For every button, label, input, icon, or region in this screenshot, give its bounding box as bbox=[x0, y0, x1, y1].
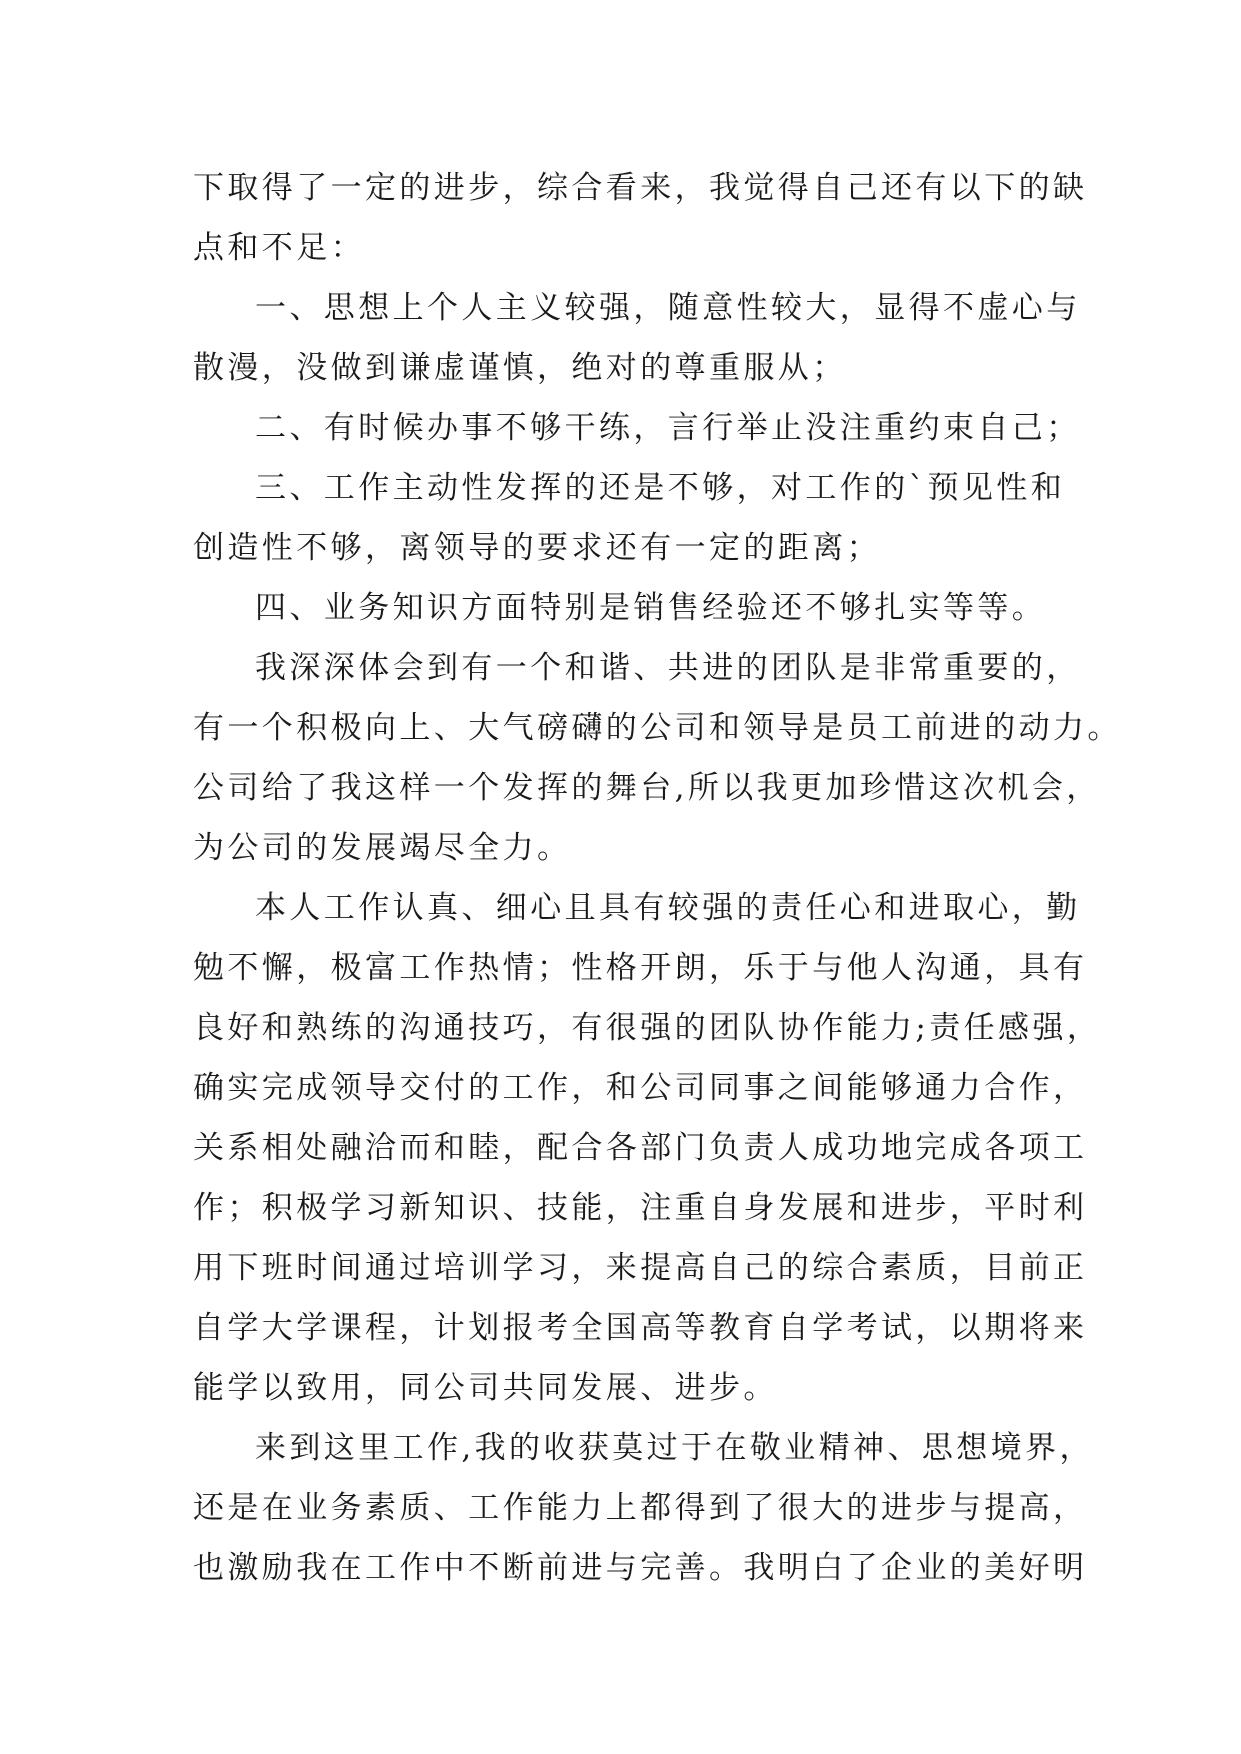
text-line: 点和不足： bbox=[193, 230, 365, 266]
text-line: 有一个积极向上、大气磅礴的公司和领导是员工前进的动力。 bbox=[193, 710, 1122, 746]
text-line: 勉不懈，极富工作热情；性格开朗，乐于与他人沟通，具有 bbox=[193, 950, 1088, 986]
body-text bbox=[193, 158, 1122, 1598]
text-line: 为公司的发展竭尽全力。 bbox=[193, 830, 572, 866]
text-line: 良好和熟练的沟通技巧，有很强的团队协作能力;责任感强， bbox=[193, 1010, 1102, 1046]
text-line: 下取得了一定的进步，综合看来，我觉得自己还有以下的缺 bbox=[193, 170, 1088, 206]
text-line: 确实完成领导交付的工作，和公司同事之间能够通力合作， bbox=[193, 1070, 1088, 1106]
text-line: 用下班时间通过培训学习，来提高自己的综合素质，目前正 bbox=[193, 1250, 1088, 1286]
text-line: 公司给了我这样一个发挥的舞台,所以我更加珍惜这次机会， bbox=[193, 770, 1101, 806]
text-line: 关系相处融洽而和睦，配合各部门负责人成功地完成各项工 bbox=[193, 1130, 1088, 1166]
text-line: 一、思想上个人主义较强，随意性较大，显得不虚心与 bbox=[255, 290, 1081, 326]
text-line: 能学以致用，同公司共同发展、进步。 bbox=[193, 1370, 778, 1406]
text-line: 还是在业务素质、工作能力上都得到了很大的进步与提高， bbox=[193, 1490, 1088, 1526]
text-line: 四、业务知识方面特别是销售经验还不够扎实等等。 bbox=[255, 590, 1047, 626]
text-line: 三、工作主动性发挥的还是不够，对工作的`预见性和 bbox=[255, 470, 1066, 506]
text-line: 来到这里工作,我的收获莫过于在敬业精神、思想境界， bbox=[255, 1430, 1094, 1466]
text-line: 也激励我在工作中不断前进与完善。我明白了企业的美好明 bbox=[193, 1550, 1088, 1586]
text-line: 作；积极学习新知识、技能，注重自身发展和进步，平时利 bbox=[193, 1190, 1088, 1226]
text-line: 二、有时候办事不够干练，言行举止没注重约束自己； bbox=[255, 410, 1081, 446]
text-line: 本人工作认真、细心且具有较强的责任心和进取心，勤 bbox=[255, 890, 1081, 926]
text-line: 我深深体会到有一个和谐、共进的团队是非常重要的， bbox=[255, 650, 1081, 686]
text-line: 散漫，没做到谦虚谨慎，绝对的尊重服从； bbox=[193, 350, 847, 386]
text-line: 自学大学课程，计划报考全国高等教育自学考试，以期将来 bbox=[193, 1310, 1088, 1346]
text-line: 创造性不够，离领导的要求还有一定的距离； bbox=[193, 530, 881, 566]
